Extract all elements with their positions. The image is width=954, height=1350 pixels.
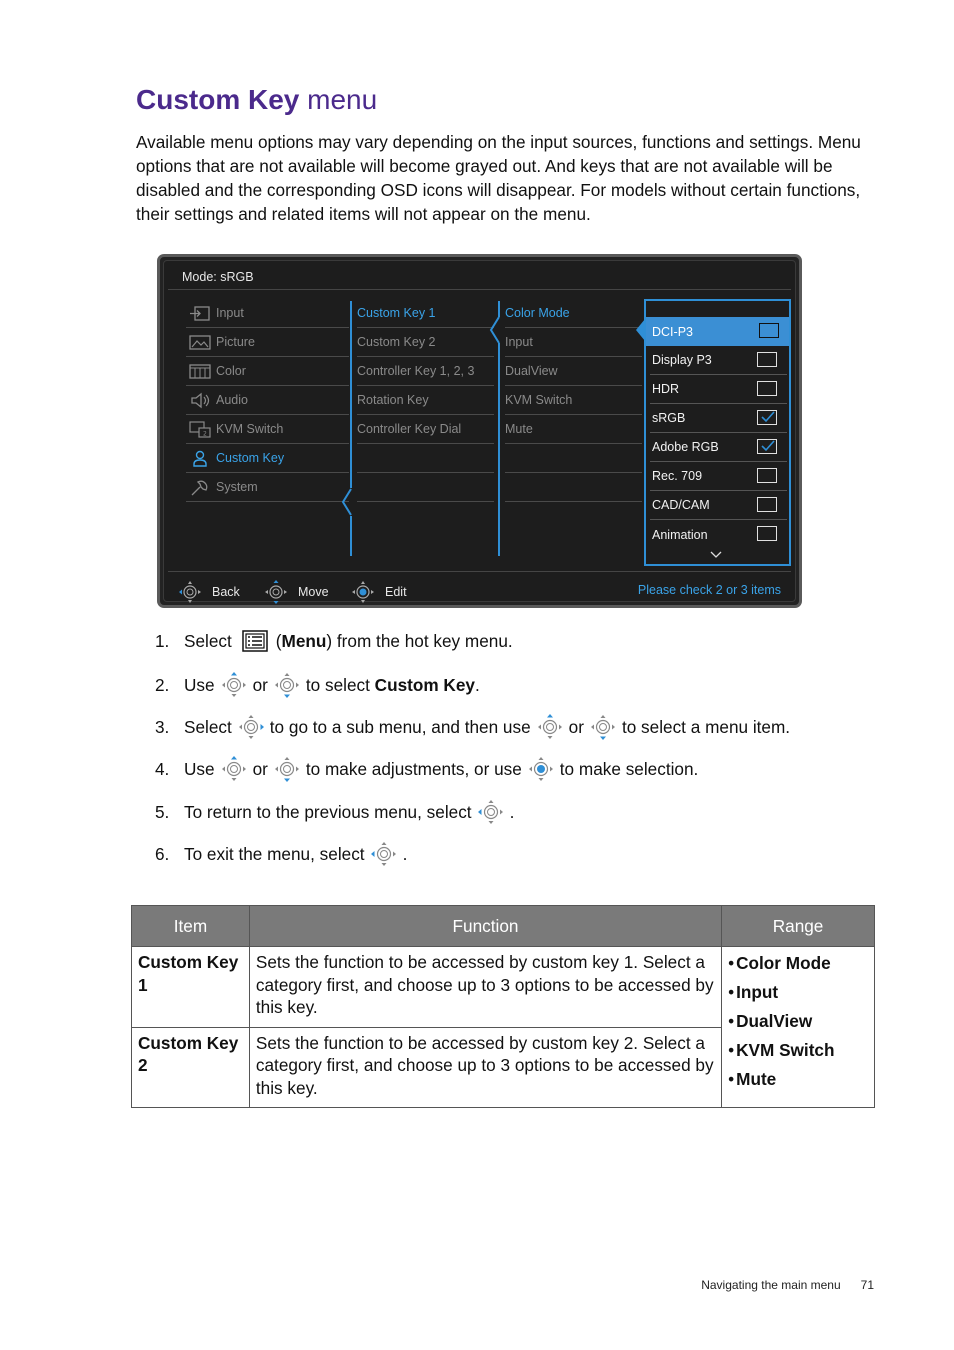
svg-text:2: 2 xyxy=(203,430,207,437)
range-item: • DualView xyxy=(728,1011,813,1031)
table-header-row xyxy=(132,906,875,947)
osd-sub-item[interactable]: Rotation Key xyxy=(357,386,494,415)
osd-category-item[interactable]: DualView xyxy=(505,357,642,386)
osd-selection-hint: Please check 2 or 3 items xyxy=(637,583,781,597)
footer-section: Navigating the main menu xyxy=(701,1278,841,1292)
osd-sub-item[interactable]: Controller Key Dial xyxy=(357,415,494,444)
checkbox-icon[interactable] xyxy=(757,468,777,483)
joystick-press-icon xyxy=(526,754,556,784)
range-item: • Mute xyxy=(728,1069,777,1089)
osd-menu-screenshot xyxy=(157,254,802,608)
osd-category-item-empty xyxy=(505,444,642,473)
table-row xyxy=(132,947,875,1028)
osd-category-item-empty xyxy=(505,473,642,502)
osd-sub-item[interactable]: Custom Key 1 xyxy=(357,299,494,328)
osd-option-hdr[interactable]: HDR xyxy=(650,375,787,404)
intro-paragraph: Available menu options may vary depending on the input sources, functions and settings. Menu options that are not available will become grayed out. And keys that are not available will be disabled and the corresponding OSD icons will disappear. For models without certain functions, their settings and related items will not appear on the menu. xyxy=(136,132,861,224)
osd-option-cad-cam[interactable]: CAD/CAM xyxy=(650,491,787,520)
step-3: 3. Select to go to a sub menu, and then use or to select a menu item. xyxy=(155,712,790,742)
osd-main-item-picture[interactable]: Picture xyxy=(186,328,349,357)
custom-key-table xyxy=(131,905,875,1108)
osd-move-hint: Move xyxy=(262,579,329,605)
joystick-up-down-icon xyxy=(262,579,290,605)
table-cell-item: Custom Key 2 xyxy=(132,1027,250,1108)
joystick-right-icon xyxy=(236,712,266,742)
checkbox-icon[interactable] xyxy=(757,497,777,512)
joystick-up-icon xyxy=(219,670,249,700)
joystick-down-icon xyxy=(272,670,302,700)
step-1: 1. Select ( Menu ) from the hot key menu. xyxy=(155,630,513,651)
table-header: Item xyxy=(132,906,250,947)
step-6: 6. To exit the menu, select . xyxy=(155,839,407,869)
osd-options-list xyxy=(644,299,791,566)
osd-main-item-color[interactable]: Color xyxy=(186,357,349,386)
table-header: Function xyxy=(249,906,721,947)
checkbox-icon[interactable] xyxy=(757,352,777,367)
osd-option-animation[interactable]: Animation xyxy=(650,520,787,549)
osd-pointer-2 xyxy=(489,315,501,345)
osd-sub-item-empty xyxy=(357,473,494,502)
osd-option-display-p3[interactable]: Display P3 xyxy=(650,346,787,375)
joystick-left-icon xyxy=(369,839,399,869)
osd-sub-item-empty xyxy=(357,444,494,473)
osd-option-dci-p3[interactable]: DCI-P3 xyxy=(646,317,789,346)
osd-main-item-system[interactable]: System xyxy=(186,473,349,502)
osd-category-item[interactable]: Color Mode xyxy=(505,299,642,328)
joystick-down-icon xyxy=(588,712,618,742)
table-header: Range xyxy=(722,906,875,947)
checkbox-icon[interactable] xyxy=(759,323,779,338)
table-cell-item: Custom Key 1 xyxy=(132,947,250,1028)
chevron-down-icon[interactable] xyxy=(710,551,722,559)
osd-category-item[interactable]: KVM Switch xyxy=(505,386,642,415)
joystick-up-icon xyxy=(535,712,565,742)
osd-category-item[interactable]: Input xyxy=(505,328,642,357)
menu-icon xyxy=(242,630,268,652)
range-item: • KVM Switch xyxy=(728,1040,835,1060)
osd-option-adobe-rgb[interactable]: Adobe RGB xyxy=(650,433,787,462)
joystick-down-icon xyxy=(272,754,302,784)
color-icon xyxy=(188,362,212,380)
osd-option-rec709[interactable]: Rec. 709 xyxy=(650,462,787,491)
page-footer xyxy=(701,1278,874,1292)
checkbox-checked-icon[interactable] xyxy=(757,439,777,454)
checkbox-icon[interactable] xyxy=(757,526,777,541)
table-cell-range xyxy=(722,947,875,1108)
step-2: 2. Use or to select Custom Key . xyxy=(155,670,480,700)
osd-back-hint: Back xyxy=(176,579,240,605)
checkbox-icon[interactable] xyxy=(757,381,777,396)
table-cell-function: Sets the function to be accessed by custom key 1. Select a category first, and choose up to 3 options to be accessed by this key. xyxy=(249,947,721,1028)
range-item: • Input xyxy=(728,982,779,1002)
osd-sub-item[interactable]: Custom Key 2 xyxy=(357,328,494,357)
osd-main-item-custom-key[interactable]: Custom Key xyxy=(186,444,349,473)
osd-edit-hint: Edit xyxy=(349,579,407,605)
joystick-up-icon xyxy=(219,754,249,784)
osd-category-item[interactable]: Mute xyxy=(505,415,642,444)
osd-main-item-kvm-switch[interactable]: 2 KVM Switch xyxy=(186,415,349,444)
step-4: 4. Use or to make adjustments, or use to make selection. xyxy=(155,754,698,784)
checkbox-checked-icon[interactable] xyxy=(757,410,777,425)
kvm-switch-icon xyxy=(188,420,212,438)
osd-mode-label: Mode: sRGB xyxy=(182,270,254,284)
osd-option-srgb[interactable]: sRGB xyxy=(650,404,787,433)
osd-pointer-1 xyxy=(341,487,353,517)
range-item: • Color Mode xyxy=(728,953,831,973)
page-title: Custom Key menu xyxy=(136,84,378,115)
page-number: 71 xyxy=(860,1278,874,1292)
joystick-press-icon xyxy=(349,579,377,605)
input-icon xyxy=(188,304,212,322)
joystick-left-icon xyxy=(476,797,506,827)
system-icon xyxy=(188,478,212,496)
table-cell-function: Sets the function to be accessed by custom key 2. Select a category first, and choose up to 3 options to be accessed by this key. xyxy=(249,1027,721,1108)
audio-icon xyxy=(188,391,212,409)
osd-sub-item[interactable]: Controller Key 1, 2, 3 xyxy=(357,357,494,386)
picture-icon xyxy=(188,333,212,351)
custom-key-icon xyxy=(188,449,212,467)
osd-main-item-audio[interactable]: Audio xyxy=(186,386,349,415)
osd-main-item-input[interactable]: Input xyxy=(186,299,349,328)
step-5: 5. To return to the previous menu, select . xyxy=(155,797,514,827)
joystick-left-icon xyxy=(176,579,204,605)
